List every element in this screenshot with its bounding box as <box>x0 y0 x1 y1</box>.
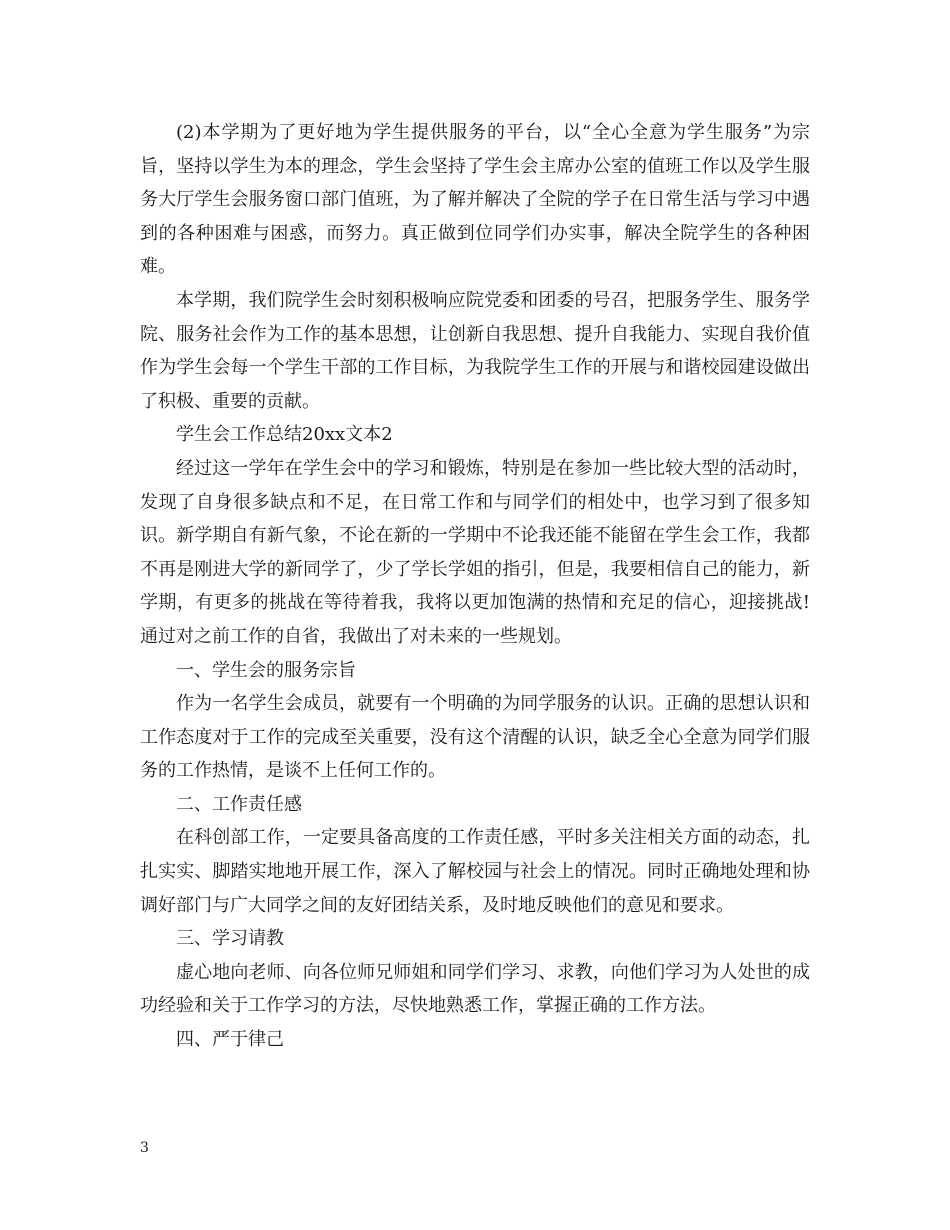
paragraph-service-purpose: 作为一名学生会成员，就要有一个明确的为同学服务的认识。正确的思想认识和工作态度对于工作的完成至关重要，没有这个清醒的认识，缺乏全心全意为同学们服务的工作热情，是谈不上任何工作的。 <box>140 693 810 782</box>
page-number: 3 <box>140 1140 149 1156</box>
paragraph-responsibility: 在科创部工作，一定要具备高度的工作责任感，平时多关注相关方面的动态，扎扎实实、脚踏实地地开展工作，深入了解校园与社会上的情况。同时正确地处理和协调好部门与广大同学之间的友好团结关系，及时地反映他们的意见和要求。 <box>140 827 810 916</box>
heading-service-purpose: 一、学生会的服务宗旨 <box>176 659 356 681</box>
section-title-text-2: 学生会工作总结20xx文本2 <box>176 424 393 446</box>
paragraph-semester-summary: 本学期，我们院学生会时刻积极响应院党委和团委的号召，把服务学生、服务学院、服务社会作为工作的基本思想，让创新自我思想、提升自我能力、实现自我价值作为学生会每一个学生干部的工作目标，为我院学生工作的开展与和谐校园建设做出了积极、重要的贡献。 <box>140 289 810 412</box>
paragraph-service-platform: (2)本学期为了更好地为学生提供服务的平台，以“全心全意为学生服务”为宗旨，坚持以学生为本的理念，学生会坚持了学生会主席办公室的值班工作以及学生服务大厅学生会服务窗口部门值班，为了解并解决了全院的学子在日常生活与学习中遇到的各种困难与困惑，而努力。真正做到位同学们办实事，解决全院学生的各种困难。 <box>140 122 810 278</box>
heading-learning: 三、学习请教 <box>176 928 284 950</box>
paragraph-year-reflection: 经过这一学年在学生会中的学习和锻炼，特别是在参加一些比较大型的活动时，发现了自身很多缺点和不足，在日常工作和与同学们的相处中，也学习到了很多知识。新学期自有新气象，不论在新的一学期中不论我还能不能留在学生会工作，我都不再是刚进大学的新同学了，少了学长学姐的指引，但是，我要相信自己的能力，新学期，有更多的挑战在等待着我，我将以更加饱满的热情和充足的信心，迎接挑战!通过对之前工作的自省，我做出了对未来的一些规划。 <box>140 457 810 647</box>
paragraph-learning: 虚心地向老师、向各位师兄师姐和同学们学习、求教，向他们学习为人处世的成功经验和关于工作学习的方法，尽快地熟悉工作，掌握正确的工作方法。 <box>140 961 810 1017</box>
heading-responsibility: 二、工作责任感 <box>176 793 302 815</box>
heading-self-discipline: 四、严于律己 <box>176 1029 284 1051</box>
document-page <box>140 116 810 1057</box>
